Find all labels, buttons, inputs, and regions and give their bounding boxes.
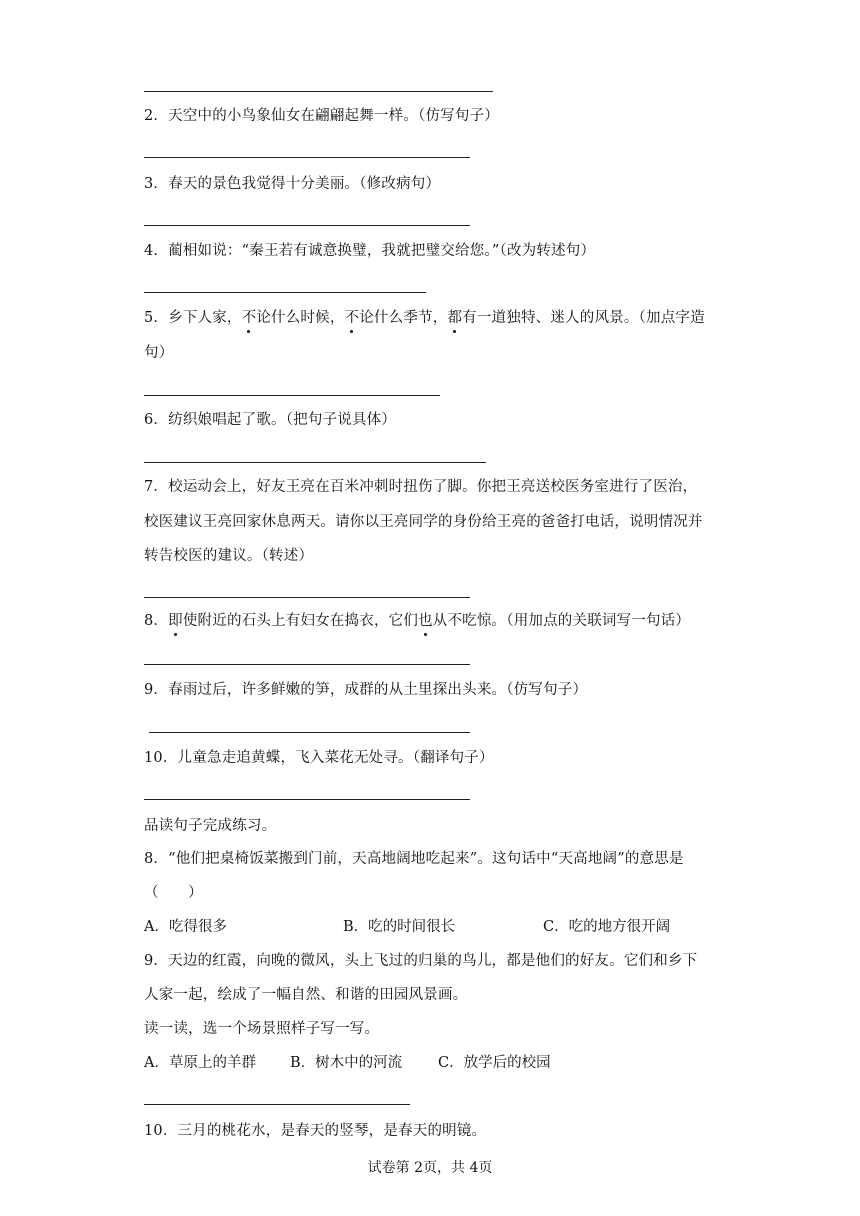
section-q9-instruction: 读一读，选一个场景照样子写一写。 bbox=[144, 1021, 380, 1037]
q5-text: 论什么季节， bbox=[359, 310, 448, 326]
answer-line bbox=[144, 91, 493, 92]
question-7-line2: 校医建议王亮回家休息两天。请你以王亮同学的身份给王亮的爸爸打电话，说明情况并 bbox=[144, 514, 703, 530]
section-q9-line1: 9．天边的红霞，向晚的微风，头上飞过的归巢的鸟儿，都是他们的好友。它们和乡下 bbox=[144, 953, 698, 969]
q5-dotted-char: 不 bbox=[241, 310, 257, 326]
section-q8-line1: 8．“他们把桌椅饭菜搬到门前，天高地阔地吃起来”。这句话中“天高地阔”的意思是 bbox=[144, 851, 684, 867]
page-footer: 试卷第 2页，共 4页 bbox=[367, 1160, 493, 1176]
section-q10-line1: 10．三月的桃花水，是春天的竖琴，是春天的明镜。 bbox=[144, 1123, 487, 1139]
q5-text: 论什么时候， bbox=[256, 310, 345, 326]
answer-line bbox=[144, 395, 440, 396]
answer-line bbox=[149, 732, 470, 733]
question-7-line3: 转告校医的建议。（转述） bbox=[144, 548, 314, 564]
answer-line bbox=[144, 292, 426, 293]
q8-dotted-char: 即 bbox=[168, 613, 183, 629]
section-title: 品读句子完成练习。 bbox=[144, 818, 277, 834]
question-2: 2．天空中的小鸟象仙女在翩翩起舞一样。（仿写句子） bbox=[144, 108, 499, 124]
question-9: 9．春雨过后，许多鲜嫩的笋，成群的从土里探出头来。（仿写句子） bbox=[144, 682, 588, 698]
q5-dotted-char: 不 bbox=[344, 310, 360, 326]
question-6: 6．纺织娘唱起了歌。（把句子说具体） bbox=[144, 412, 397, 428]
q5-text: 5．乡下人家， bbox=[144, 310, 242, 326]
option-b: B．树木中的河流 bbox=[290, 1055, 403, 1071]
q5-dotted-char: 都 bbox=[447, 310, 463, 326]
option-c: C．吃的地方很开阔 bbox=[543, 919, 671, 935]
option-b: B．吃的时间很长 bbox=[343, 919, 456, 935]
question-8 bbox=[144, 611, 690, 631]
answer-line bbox=[144, 664, 470, 665]
question-7-line1: 7．校运动会上，好友王亮在百米冲刺时扭伤了脚。你把王亮送校医务室进行了医治， bbox=[144, 479, 698, 495]
q5-text: 有一道独特、迷人的风景。（加点字造 bbox=[462, 310, 705, 326]
section-q9-line2: 人家一起，绘成了一幅自然、和谐的田园风景画。 bbox=[144, 987, 468, 1003]
q8-text: 从不吃惊。（用加点的关联词写一句话） bbox=[432, 613, 691, 629]
question-10: 10．儿童急走追黄蝶，飞入菜花无处寻。（翻译句子） bbox=[144, 750, 494, 766]
answer-line bbox=[144, 157, 470, 158]
q8-text: 使附近的石头上有妇女在捣衣，它们 bbox=[182, 613, 419, 629]
question-3: 3．春天的景色我觉得十分美丽。（修改病句） bbox=[144, 176, 441, 192]
option-a: A．吃得很多 bbox=[144, 919, 227, 935]
q8-text: 8． bbox=[144, 613, 169, 629]
option-a: A．草原上的羊群 bbox=[144, 1055, 256, 1071]
answer-line bbox=[144, 225, 470, 226]
section-q8-paren: （ ） bbox=[144, 885, 203, 901]
question-4: 4．蔺相如说：“秦王若有诚意换璧，我就把璧交给您。”（改为转述句） bbox=[144, 243, 596, 259]
question-5-cont: 句） bbox=[144, 345, 174, 361]
question-5 bbox=[144, 308, 705, 328]
answer-line bbox=[144, 1104, 410, 1105]
answer-line bbox=[144, 799, 470, 800]
q8-dotted-char: 也 bbox=[418, 613, 433, 629]
answer-line bbox=[144, 462, 486, 463]
answer-line bbox=[144, 597, 470, 598]
option-c: C．放学后的校园 bbox=[438, 1055, 551, 1071]
